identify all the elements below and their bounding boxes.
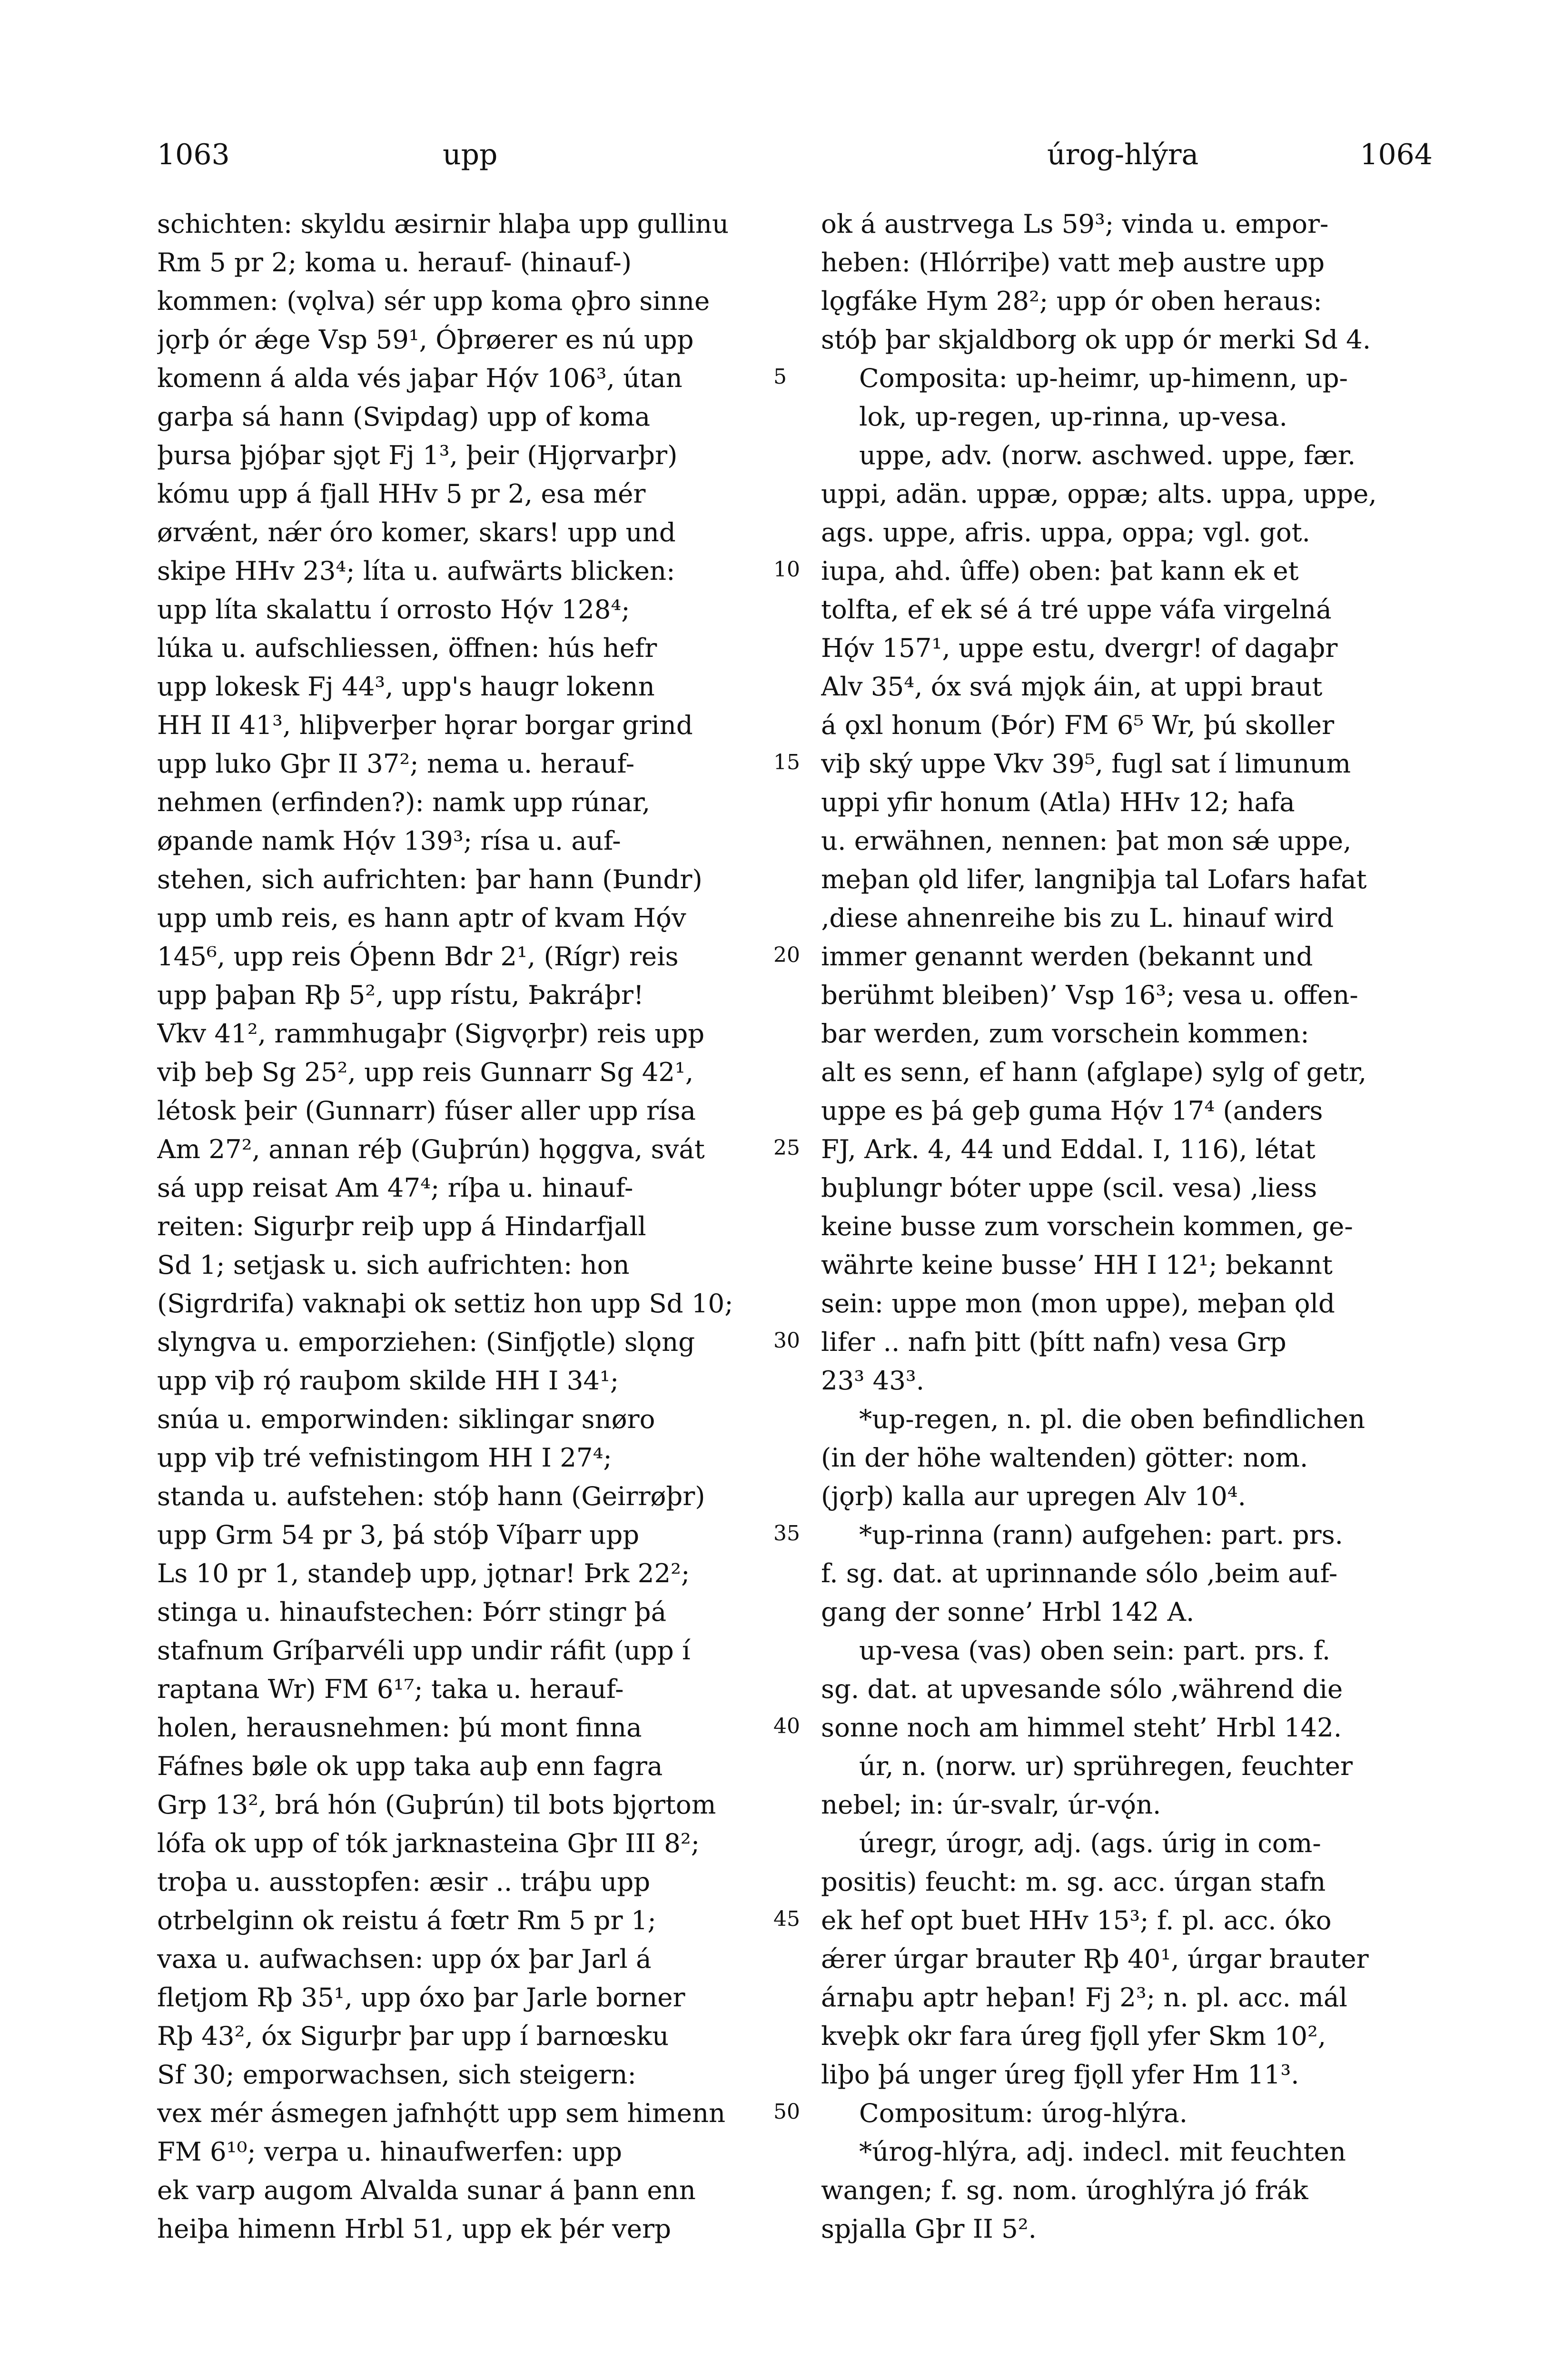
text-line: Hǫ́v 157¹, uppe estu, dvergr! of dagaþr xyxy=(821,633,1338,663)
text-line: sg. dat. at upvesande sólo ‚während die xyxy=(821,1674,1343,1704)
text-line: iupa, ahd. ûffe) oben: þat kann ek et xyxy=(821,555,1299,586)
text-line: fletjom Rþ 35¹, upp óxo þar Jarle borner xyxy=(157,1982,685,2013)
text-line: nehmen (erfinden?): namk upp rúnar, xyxy=(157,787,651,817)
page-header xyxy=(157,138,1433,176)
text-line: tolfta, ef ek sé á tré uppe váfa virgelná xyxy=(821,594,1332,625)
text-line: *up-rinna (rann) aufgehen: part. prs. xyxy=(859,1519,1344,1550)
text-line: gang der sonne’ Hrbl 142 A. xyxy=(821,1597,1195,1627)
text-line: øpande namk Hǫ́v 139³; rísa u. auf- xyxy=(157,825,621,856)
text-line: Sf 30; emporwachsen, sich steigern: xyxy=(157,2059,636,2090)
text-line: komenn á alda vés jaþar Hǫ́v 106³, útan xyxy=(157,363,683,393)
text-line: uppi, adän. uppæ, oppæ; alts. uppa, uppe, xyxy=(821,478,1377,509)
text-line: (jǫrþ) kalla aur upregen Alv 10⁴. xyxy=(821,1481,1246,1511)
page-number-right: 1064 xyxy=(1360,138,1433,171)
text-line: FJ, Ark. 4, 44 und Eddal. I, 116), létat xyxy=(821,1134,1316,1164)
text-line: lǫgfáke Hym 28²; upp ór oben heraus: xyxy=(821,286,1322,316)
text-line: Ls 10 pr 1, standeþ upp, jǫtnar! Þrk 22²; xyxy=(157,1558,690,1588)
text-line: reiten: Sigurþr reiþ upp á Hindarfjall xyxy=(157,1211,646,1241)
line-number: 5 xyxy=(773,365,787,389)
text-line: Am 27², annan réþ (Guþrún) hǫggva, svát xyxy=(157,1134,705,1164)
line-number: 15 xyxy=(773,750,800,774)
line-number: 25 xyxy=(773,1136,800,1160)
text-line: þursa þjóþar sjǫt Fj 1³, þeir (Hjǫrvarþr) xyxy=(157,440,678,470)
text-line: wangen; f. sg. nom. úroghlýra jó frák xyxy=(821,2175,1308,2205)
line-number: 30 xyxy=(773,1329,800,1353)
text-line: ags. uppe, afris. uppa, oppa; vgl. got. xyxy=(821,517,1310,547)
text-line: stafnum Gríþarvéli upp undir ráfit (upp í xyxy=(157,1635,691,1666)
text-line: holen, herausnehmen: þú mont finna xyxy=(157,1712,642,1743)
text-line: úregr, úrogr, adj. (ags. úrig in com- xyxy=(859,1828,1321,1858)
text-line: ørvǽnt, nǽr óro komer, skars! upp und xyxy=(157,517,676,547)
text-line: stinga u. hinaufstechen: Þórr stingr þá xyxy=(157,1597,667,1627)
line-number: 45 xyxy=(773,1907,800,1931)
text-line: ‚diese ahnenreihe bis zu L. hinauf wird xyxy=(821,902,1334,933)
text-line: nebel; in: úr-svalr, úr-vǫ́n. xyxy=(821,1789,1161,1820)
text-line: uppe, adv. (norw. aschwed. uppe, fær. xyxy=(859,440,1356,470)
text-line: upp Grm 54 pr 3, þá stóþ Víþarr upp xyxy=(157,1519,640,1550)
text-line: spjalla Gþr II 5². xyxy=(821,2213,1037,2244)
text-line: viþ beþ Sg 25², upp reis Gunnarr Sg 42¹, xyxy=(157,1057,694,1087)
text-line: snúa u. emporwinden: siklingar snøro xyxy=(157,1404,655,1434)
text-line: kómu upp á fjall HHv 5 pr 2, esa mér xyxy=(157,478,646,509)
text-line: troþa u. ausstopfen: æsir .. tráþu upp xyxy=(157,1866,651,1897)
text-line: Sd 1; setjask u. sich aufrichten: hon xyxy=(157,1250,630,1280)
text-line: up-vesa (vas) oben sein: part. prs. f. xyxy=(859,1635,1331,1666)
text-line: skipe HHv 23⁴; líta u. aufwärts blicken: xyxy=(157,555,675,586)
text-line: lifer .. nafn þitt (þítt nafn) vesa Grp xyxy=(821,1327,1286,1357)
text-line: árnaþu aptr heþan! Fj 2³; n. pl. acc. mál xyxy=(821,1982,1347,2013)
line-number: 50 xyxy=(773,2100,800,2124)
text-line: vex mér ásmegen jafnhǫ́tt upp sem himenn xyxy=(157,2098,726,2128)
text-line: u. erwähnen, nennen: þat mon sǽ uppe, xyxy=(821,825,1352,856)
text-line: uppe es þá geþ guma Hǫ́v 17⁴ (anders xyxy=(821,1095,1323,1126)
page-number-left: 1063 xyxy=(157,138,230,171)
text-line: (Sigrdrifa) vaknaþi ok settiz hon upp Sd 10; xyxy=(157,1288,733,1319)
text-line: FM 6¹⁰; verpa u. hinaufwerfen: upp xyxy=(157,2136,622,2167)
text-line: standa u. aufstehen: stóþ hann (Geirrøþr) xyxy=(157,1481,705,1511)
text-line: keine busse zum vorschein kommen, ge- xyxy=(821,1211,1353,1241)
text-line: Composita: up-heimr, up-himenn, up- xyxy=(859,363,1348,393)
running-head-right: úrog-hlýra xyxy=(1047,138,1199,171)
text-line: bar werden, zum vorschein kommen: xyxy=(821,1018,1309,1049)
text-line: Vkv 41², rammhugaþr (Sigvǫrþr) reis upp xyxy=(157,1018,705,1049)
text-line: f. sg. dat. at uprinnande sólo ‚beim auf- xyxy=(821,1558,1338,1588)
text-line: létosk þeir (Gunnarr) fúser aller upp rísa xyxy=(157,1095,696,1126)
text-line: upp lokesk Fj 44³, upp's haugr lokenn xyxy=(157,671,655,702)
running-head-left: upp xyxy=(443,138,498,171)
text-line: garþa sá hann (Svipdag) upp of koma xyxy=(157,401,651,432)
text-line: slyngva u. emporziehen: (Sinfjǫtle) slǫng xyxy=(157,1327,695,1357)
text-line: stehen, sich aufrichten: þar hann (Þundr) xyxy=(157,864,702,894)
text-line: kveþk okr fara úreg fjǫll yfer Skm 10², xyxy=(821,2021,1326,2051)
line-number: 35 xyxy=(773,1521,800,1546)
text-line: buþlungr bóter uppe (scil. vesa) ‚liess xyxy=(821,1172,1317,1203)
text-line: immer genannt werden (bekannt und xyxy=(821,941,1313,972)
text-line: upp viþ rǫ́ rauþom skilde HH I 34¹; xyxy=(157,1365,619,1396)
text-line: lófa ok upp of tók jarknasteina Gþr III 8²; xyxy=(157,1828,700,1858)
text-line: alt es senn, ef hann (afglape) sylg of getr, xyxy=(821,1057,1367,1087)
text-line: lúka u. aufschliessen, öffnen: hús hefr xyxy=(157,633,657,663)
text-line: ek varp augom Alvalda sunar á þann enn xyxy=(157,2175,696,2205)
text-line: sonne noch am himmel steht’ Hrbl 142. xyxy=(821,1712,1342,1743)
line-number: 10 xyxy=(773,557,800,582)
text-line: viþ ský uppe Vkv 39⁵, fugl sat í limunum xyxy=(821,748,1351,779)
text-line: upp líta skalattu í orrosto Hǫ́v 128⁴; xyxy=(157,594,630,625)
text-line: 145⁶, upp reis Óþenn Bdr 2¹, (Rígr) reis xyxy=(157,941,679,972)
text-line: uppi yfir honum (Atla) HHv 12; hafa xyxy=(821,787,1295,817)
text-line: upp umb reis, es hann aptr of kvam Hǫ́v xyxy=(157,902,686,933)
text-line: währte keine busse’ HH I 12¹; bekannt xyxy=(821,1250,1333,1280)
text-line: HH II 41³, hliþverþer hǫrar borgar grind xyxy=(157,710,693,740)
right-column xyxy=(821,205,1449,2248)
text-line: schichten: skyldu æsirnir hlaþa upp gullinu xyxy=(157,208,729,239)
text-line: meþan ǫld lifer, langniþja tal Lofars hafat xyxy=(821,864,1367,894)
text-line: stóþ þar skjaldborg ok upp ór merki Sd 4. xyxy=(821,324,1371,355)
text-line: 23³ 43³. xyxy=(821,1365,925,1396)
text-line: sá upp reisat Am 47⁴; ríþa u. hinauf- xyxy=(157,1172,633,1203)
text-line: Rþ 43², óx Sigurþr þar upp í barnœsku xyxy=(157,2021,669,2051)
left-column xyxy=(157,205,785,2248)
line-number: 20 xyxy=(773,943,800,967)
text-line: Rm 5 pr 2; koma u. herauf- (hinauf-) xyxy=(157,247,632,278)
text-line: jǫrþ ór ǽge Vsp 59¹, Óþrøerer es nú upp xyxy=(157,324,694,355)
text-line: vaxa u. aufwachsen: upp óx þar Jarl á xyxy=(157,1944,652,1974)
text-line: á ǫxl honum (Þór) FM 6⁵ Wr, þú skoller xyxy=(821,710,1335,740)
text-line: Fáfnes bøle ok upp taka auþ enn fagra xyxy=(157,1751,663,1781)
text-line: otrbelginn ok reistu á fœtr Rm 5 pr 1; xyxy=(157,1905,656,1935)
text-line: Alv 35⁴, óx svá mjǫk áin, at uppi braut xyxy=(821,671,1323,702)
text-line: (in der höhe waltenden) götter: nom. xyxy=(821,1442,1308,1473)
text-line: heben: (Hlórriþe) vatt meþ austre upp xyxy=(821,247,1325,278)
text-line: upp þaþan Rþ 5², upp rístu, Þakráþr! xyxy=(157,980,644,1010)
text-line: úr, n. (norw. ur) sprühregen, feuchter xyxy=(859,1751,1353,1781)
text-line: berühmt bleiben)’ Vsp 16³; vesa u. offen- xyxy=(821,980,1358,1010)
text-line: Compositum: úrog-hlýra. xyxy=(859,2098,1188,2128)
text-line: ok á austrvega Ls 59³; vinda u. empor- xyxy=(821,208,1329,239)
text-line: lok, up-regen, up-rinna, up-vesa. xyxy=(859,401,1287,432)
text-line: ǽrer úrgar brauter Rþ 40¹, úrgar brauter xyxy=(821,1944,1369,1974)
text-line: raptana Wr) FM 6¹⁷; taka u. herauf- xyxy=(157,1674,624,1704)
text-line: upp luko Gþr II 37²; nema u. herauf- xyxy=(157,748,635,779)
text-line: ek hef opt buet HHv 15³; f. pl. acc. óko xyxy=(821,1905,1332,1935)
text-line: positis) feucht: m. sg. acc. úrgan stafn xyxy=(821,1866,1326,1897)
text-line: sein: uppe mon (mon uppe), meþan ǫld xyxy=(821,1288,1335,1319)
text-line: *úrog-hlýra, adj. indecl. mit feuchten xyxy=(859,2136,1346,2167)
text-line: upp viþ tré vefnistingom HH I 27⁴; xyxy=(157,1442,612,1473)
text-line: Grp 13², brá hón (Guþrún) til bots bjǫrtom xyxy=(157,1789,716,1820)
text-line: *up-regen, n. pl. die oben befindlichen xyxy=(859,1404,1365,1434)
line-number: 40 xyxy=(773,1714,800,1738)
text-line: kommen: (vǫlva) sér upp koma ǫþro sinne xyxy=(157,286,710,316)
text-line: heiþa himenn Hrbl 51, upp ek þér verp xyxy=(157,2213,671,2244)
text-line: liþo þá unger úreg fjǫll yfer Hm 11³. xyxy=(821,2059,1299,2090)
